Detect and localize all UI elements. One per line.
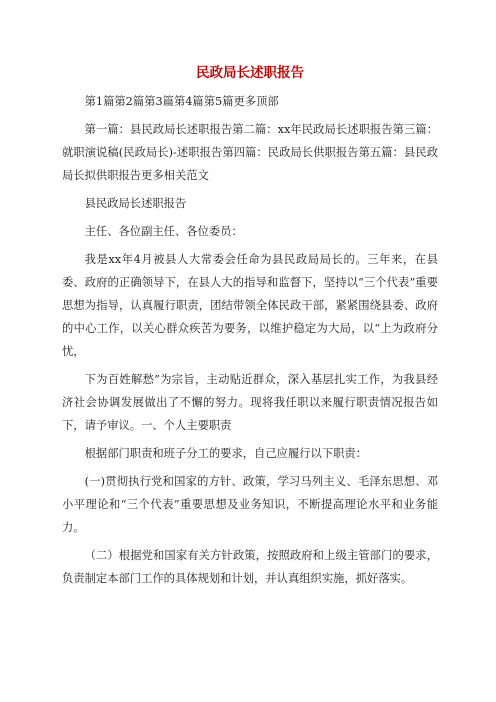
body-paragraph: 根据部门职责和班子分工的要求，自己应履行以下职责：	[84, 447, 368, 460]
related-articles-text: 第一篇：县民政局长述职报告第二篇：xx年民政局长述职报告第三篇：就职演说稿(民政局长)-述职报告第四篇：民政局长供职报告第五篇：县民政局长拟供职报告更多相关范文	[62, 123, 438, 182]
body-paragraph: 我是xx年4月被县人大常委会任命为县民政局局长的。三年来，在县委、政府的正确领导下，在县人大的指导和监督下，坚持以“三个代表”重要思想为指导，认真履行职责，团结带领全体民政干部，紧紧围绕县委、政府的中心工作，以关心群众疾苦为要务，以维护稳定为大局，以“上为政府分忧，	[62, 253, 438, 358]
duty-item: （二）根据党和国家有关方针政策，按照政府和上级主管部门的要求，负责制定本部门工作的具体规划和计划，并认真组织实施，抓好落实。	[62, 549, 438, 585]
body-paragraph: 下为百姓解愁”为宗旨，主动贴近群众，深入基层扎实工作，为我县经济社会协调发展做出了不懈的努力。现将我任职以来履行职责情况报告如下，请予审议。一、个人主要职责	[62, 373, 438, 432]
duty-item: (一)贯彻执行党和国家的方针、政策，学习马列主义、毛泽东思想、邓小平理论和“三个代表”重要思想及业务知识，不断提高理论水平和业务能力。	[62, 475, 438, 534]
document-title: 民政局长述职报告	[196, 65, 304, 81]
salutation: 主任、各位副主任、各位委员：	[84, 225, 243, 238]
section-heading: 县民政局长述职报告	[84, 197, 187, 210]
page-navigation-text: 第1篇第2篇第3篇第4篇第5篇更多顶部	[84, 95, 279, 108]
